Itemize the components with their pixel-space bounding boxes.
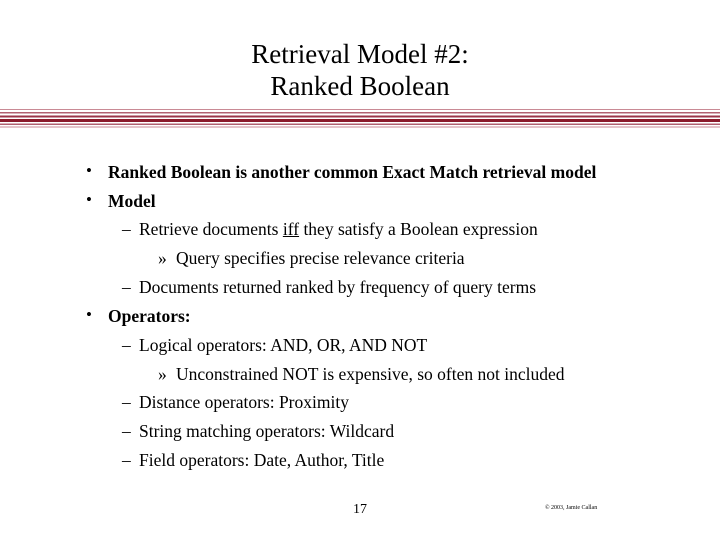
slide-title (0, 38, 720, 102)
bullet-marker-2: • (86, 190, 92, 209)
sub-text-1-before: Retrieve documents (139, 219, 283, 239)
title-line-2: Ranked Boolean (270, 71, 450, 101)
bullet-marker-3: • (86, 305, 92, 324)
subsub-marker-1: » (158, 248, 167, 268)
bullet-text-2: Model (108, 191, 156, 211)
bullet-marker-1: • (86, 161, 92, 180)
sub-marker-2: – (122, 277, 131, 297)
subsub-marker-2: » (158, 364, 167, 384)
sub-text-6: Field operators: Date, Author, Title (139, 450, 385, 470)
sub-marker-3: – (122, 335, 131, 355)
sub-text-3: Logical operators: AND, OR, AND NOT (139, 335, 428, 355)
title-divider-rule (0, 108, 720, 128)
sub-marker-6: – (122, 450, 131, 470)
sub-text-5: String matching operators: Wildcard (139, 421, 395, 441)
sub-text-1-underlined: iff (282, 219, 300, 239)
bullet-text-3: Operators: (108, 306, 191, 326)
sub-text-4: Distance operators: Proximity (139, 392, 349, 412)
sub-text-2: Documents returned ranked by frequency of query terms (139, 277, 537, 297)
sub-text-1-after: they satisfy a Boolean expression (299, 219, 538, 239)
sub-marker-1: – (122, 219, 131, 239)
copyright-notice: © 2003, Jamie Callan (545, 505, 598, 511)
bullet-text-1: Ranked Boolean is another common Exact Match retrieval model (108, 162, 597, 182)
subsub-text-1: Query specifies precise relevance criteria (176, 248, 465, 268)
sub-text-1 (139, 219, 538, 239)
title-line-1: Retrieval Model #2: (251, 39, 469, 69)
sub-marker-5: – (122, 421, 131, 441)
subsub-text-2: Unconstrained NOT is expensive, so often not included (176, 364, 565, 384)
page-number: 17 (353, 502, 367, 517)
sub-marker-4: – (122, 392, 131, 412)
